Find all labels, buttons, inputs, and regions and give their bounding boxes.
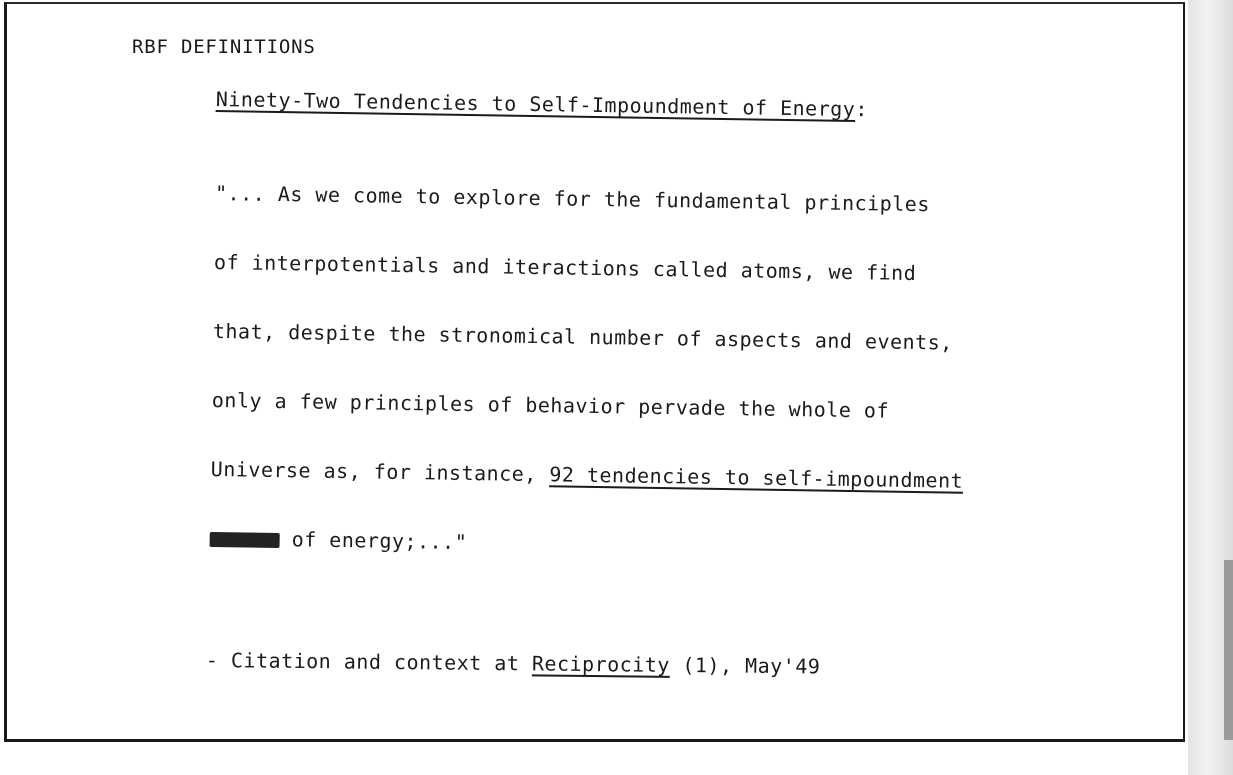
citation-reference: Reciprocity [531, 651, 671, 677]
quotation [209, 136, 969, 608]
quote-line: of interpotentials and iteractions called atoms, we find [213, 249, 917, 286]
quote-line6-text: of energy;..." [291, 527, 468, 554]
citation-suffix: (1), May'49 [669, 652, 821, 679]
definition-title-colon: : [855, 97, 869, 122]
quote-line [211, 458, 964, 493]
quote-line5-text: Universe as, for instance, [210, 456, 550, 487]
quote-underlined-phrase: 92 tendencies to self-impoundment [549, 462, 964, 493]
document-header: RBF DEFINITIONS [132, 36, 316, 58]
scan-bottom-margin [0, 745, 1188, 775]
quote-line: "... As we come to explore for the fundamental principles [214, 180, 931, 217]
scan-edge-strip [1224, 560, 1233, 740]
citation-prefix: - Citation and context at [205, 648, 533, 676]
quote-line [209, 527, 962, 562]
redaction-mark [210, 532, 280, 548]
definition-title-text: Ninety-Two Tendencies to Self-Impoundment of Energy [215, 87, 856, 122]
quote-line: that, despite the stronomical number of aspects and events, [212, 318, 953, 355]
quote-line: only a few principles of behavior pervade the whole of [211, 387, 890, 423]
